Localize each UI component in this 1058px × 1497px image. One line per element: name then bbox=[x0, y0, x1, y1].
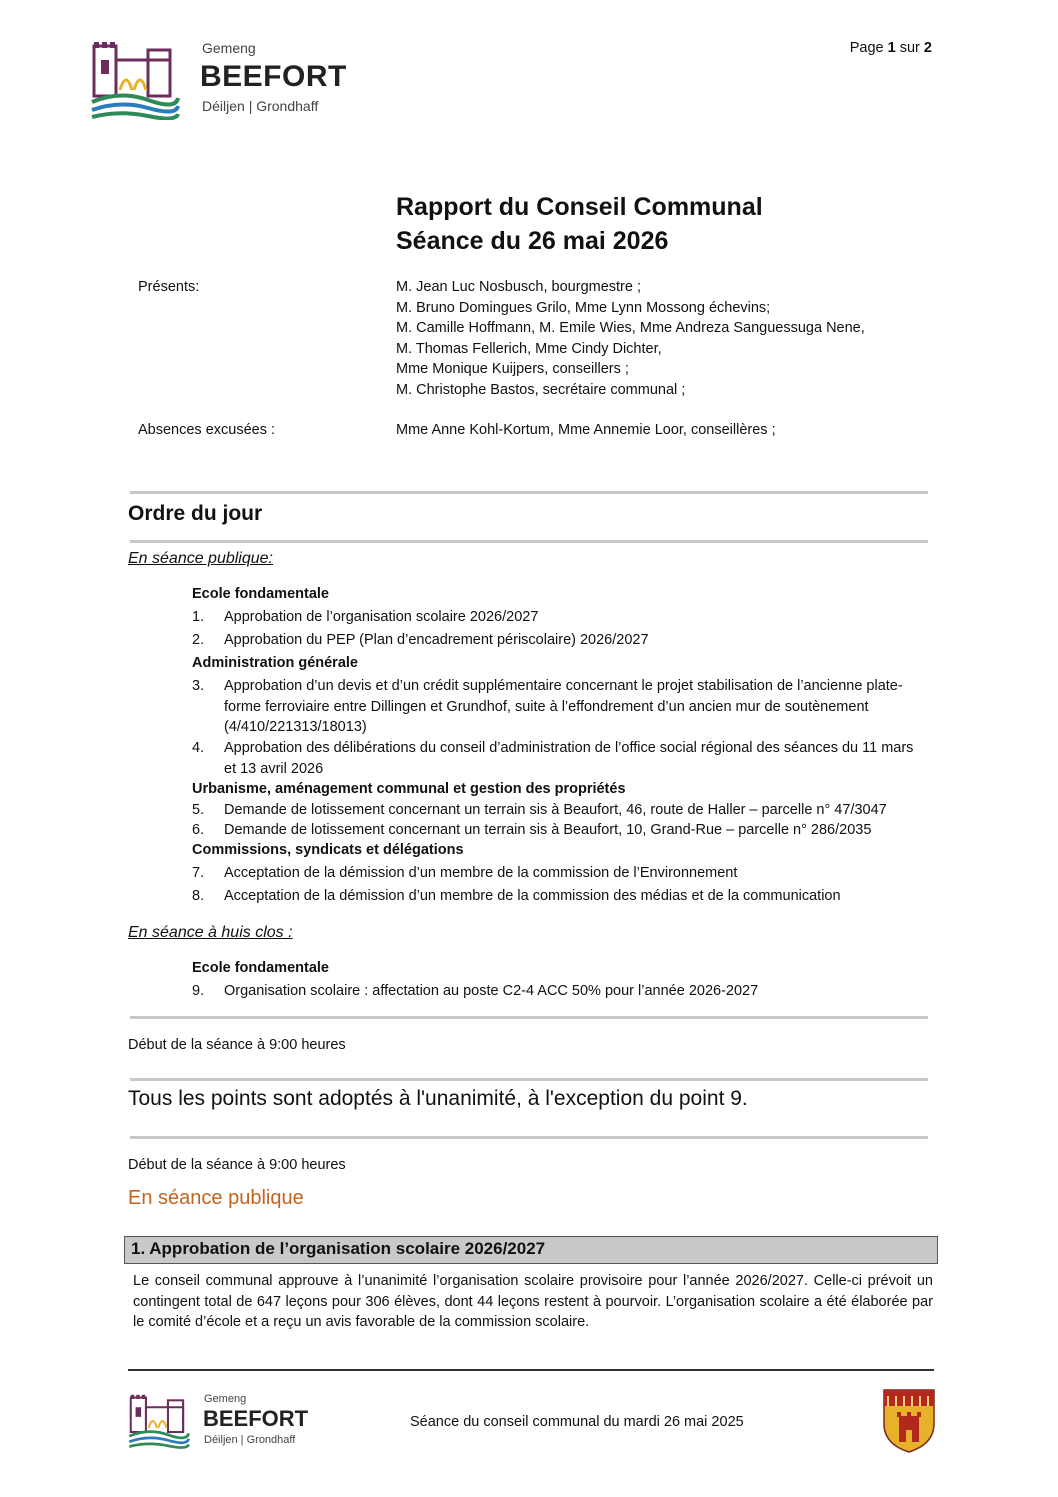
logo-line2: BEEFORT bbox=[200, 60, 347, 93]
agenda-category: Administration générale bbox=[192, 655, 358, 671]
absences-text: Mme Anne Kohl-Kortum, Mme Annemie Loor, conseillères ; bbox=[396, 422, 776, 438]
absences-label: Absences excusées : bbox=[138, 422, 276, 438]
castle-logo-icon bbox=[90, 40, 180, 120]
page-current: 1 bbox=[887, 40, 896, 56]
presents-label: Présents: bbox=[138, 279, 200, 295]
page-mid: sur bbox=[895, 40, 924, 56]
presents-line: M. Thomas Fellerich, Mme Cindy Dichter, bbox=[396, 340, 662, 357]
agenda-category: Commissions, syndicats et délégations bbox=[192, 842, 464, 858]
public-session-label: En séance publique: bbox=[128, 550, 273, 567]
agenda-item-number: 7. bbox=[192, 865, 205, 881]
presents-line: M. Bruno Domingues Grilo, Mme Lynn Mossong échevins; bbox=[396, 299, 771, 316]
agenda-item-number: 9. bbox=[192, 983, 205, 999]
agenda-item-number: 5. bbox=[192, 802, 205, 818]
presents-list bbox=[396, 277, 865, 400]
agenda-item-text: Acceptation de la démission d’un membre de la commission des médias et de la communication bbox=[224, 888, 841, 904]
agenda-item-text: Approbation d’un devis et d’un crédit supplémentaire concernant le projet stabilisation de l’ancienne plate-forme ferroviaire entre Dillingen et Grundhof, suite à l’effondrement d’un ancien mur de soutènement (4/410/221313/18013) bbox=[224, 678, 903, 735]
session-start: Début de la séance à 9:00 heures bbox=[128, 1157, 346, 1173]
divider bbox=[130, 1078, 928, 1081]
footer-logo bbox=[128, 1393, 328, 1453]
castle-logo-icon bbox=[128, 1393, 190, 1449]
footer-text: Séance du conseil communal du mardi 26 mai 2025 bbox=[410, 1414, 744, 1430]
public-section-heading: En séance publique bbox=[128, 1187, 304, 1209]
agenda-category: Ecole fondamentale bbox=[192, 960, 329, 976]
point-heading: 1. Approbation de l’organisation scolaire 2026/2027 bbox=[124, 1236, 938, 1264]
footer-logo-line3: Déiljen | Grondhaff bbox=[204, 1434, 296, 1446]
agenda-item-number: 2. bbox=[192, 632, 205, 648]
logo-line3: Déiljen | Grondhaff bbox=[202, 98, 319, 114]
agenda-item bbox=[192, 800, 922, 820]
coat-of-arms-icon bbox=[882, 1388, 936, 1454]
agenda-item bbox=[192, 820, 922, 840]
agenda-item-number: 1. bbox=[192, 609, 205, 625]
footer-divider bbox=[128, 1369, 934, 1371]
footer-logo-line2: BEEFORT bbox=[203, 1406, 309, 1431]
session-start: Début de la séance à 9:00 heures bbox=[128, 1037, 346, 1053]
agenda-item-number: 6. bbox=[192, 822, 205, 838]
agenda-item-text: Acceptation de la démission d’un membre de la commission de l’Environnement bbox=[224, 865, 738, 881]
header-logo bbox=[90, 40, 360, 120]
page-total: 2 bbox=[923, 40, 932, 56]
presents-line: Mme Monique Kuijpers, conseillers ; bbox=[396, 361, 629, 377]
title-line1: Rapport du Conseil Communal bbox=[396, 193, 763, 221]
agenda-item bbox=[192, 630, 922, 651]
point-text: Le conseil communal approuve à l’unanimité l’organisation scolaire provisoire pour l’année 2026/2027. Celle-ci prévoit un contingent total de 647 leçons pour 306 élèves, dont 44 leçons restent à pourvoir. L’organisation scolaire a été élaborée par le comité d’école et a reçu un avis favorable de la commission scolaire. bbox=[133, 1273, 933, 1330]
agenda-item bbox=[192, 981, 922, 1002]
agenda-item-text: Approbation du PEP (Plan d’encadrement périscolaire) 2026/2027 bbox=[224, 632, 649, 648]
agenda-item bbox=[192, 607, 922, 628]
agenda-item-text: Demande de lotissement concernant un terrain sis à Beaufort, 46, route de Haller – parcelle n° 47/3047 bbox=[224, 802, 887, 818]
agenda-item-text: Organisation scolaire : affectation au poste C2-4 ACC 50% pour l’année 2026-2027 bbox=[224, 983, 759, 999]
agenda-item bbox=[192, 886, 922, 907]
divider bbox=[130, 491, 928, 494]
agenda-category: Ecole fondamentale bbox=[192, 586, 329, 602]
page-prefix: Page bbox=[849, 40, 888, 56]
agenda-item-number: 8. bbox=[192, 888, 205, 904]
agenda-heading: Ordre du jour bbox=[128, 502, 263, 525]
agenda-item-text: Demande de lotissement concernant un terrain sis à Beaufort, 10, Grand-Rue – parcelle n° 286/2035 bbox=[224, 822, 872, 838]
agenda-category: Urbanisme, aménagement communal et gestion des propriétés bbox=[192, 781, 626, 797]
footer-logo-line1: Gemeng bbox=[204, 1393, 247, 1405]
agenda-item bbox=[192, 863, 922, 884]
agenda-item bbox=[192, 676, 922, 738]
agenda-item bbox=[192, 738, 922, 779]
presents-line: M. Christophe Bastos, secrétaire communal ; bbox=[396, 381, 686, 398]
logo-line1: Gemeng bbox=[202, 40, 256, 56]
closed-session-label: En séance à huis clos : bbox=[128, 924, 293, 941]
agenda-item-number: 4. bbox=[192, 740, 205, 756]
agenda-public-list bbox=[192, 584, 922, 907]
presents-line: M. Camille Hoffmann, M. Emile Wies, Mme Andreza Sanguessuga Nene, bbox=[396, 320, 865, 336]
divider bbox=[130, 540, 928, 543]
title-line2: Séance du 26 mai 2026 bbox=[396, 227, 669, 255]
agenda-item-number: 3. bbox=[192, 678, 205, 694]
page-indicator bbox=[850, 40, 932, 56]
agenda-item-text: Approbation de l’organisation scolaire 2026/2027 bbox=[224, 609, 539, 625]
presents-line: M. Jean Luc Nosbusch, bourgmestre ; bbox=[396, 279, 642, 295]
agenda-closed-list bbox=[192, 958, 922, 1002]
report-title bbox=[396, 190, 763, 258]
agenda-item-text: Approbation des délibérations du conseil d’administration de l’office social régional des séances du 11 mars et 13 avril 2026 bbox=[224, 740, 914, 777]
divider bbox=[130, 1016, 928, 1019]
divider bbox=[130, 1136, 928, 1139]
summary-text: Tous les points sont adoptés à l'unanimité, à l'exception du point 9. bbox=[128, 1087, 748, 1110]
